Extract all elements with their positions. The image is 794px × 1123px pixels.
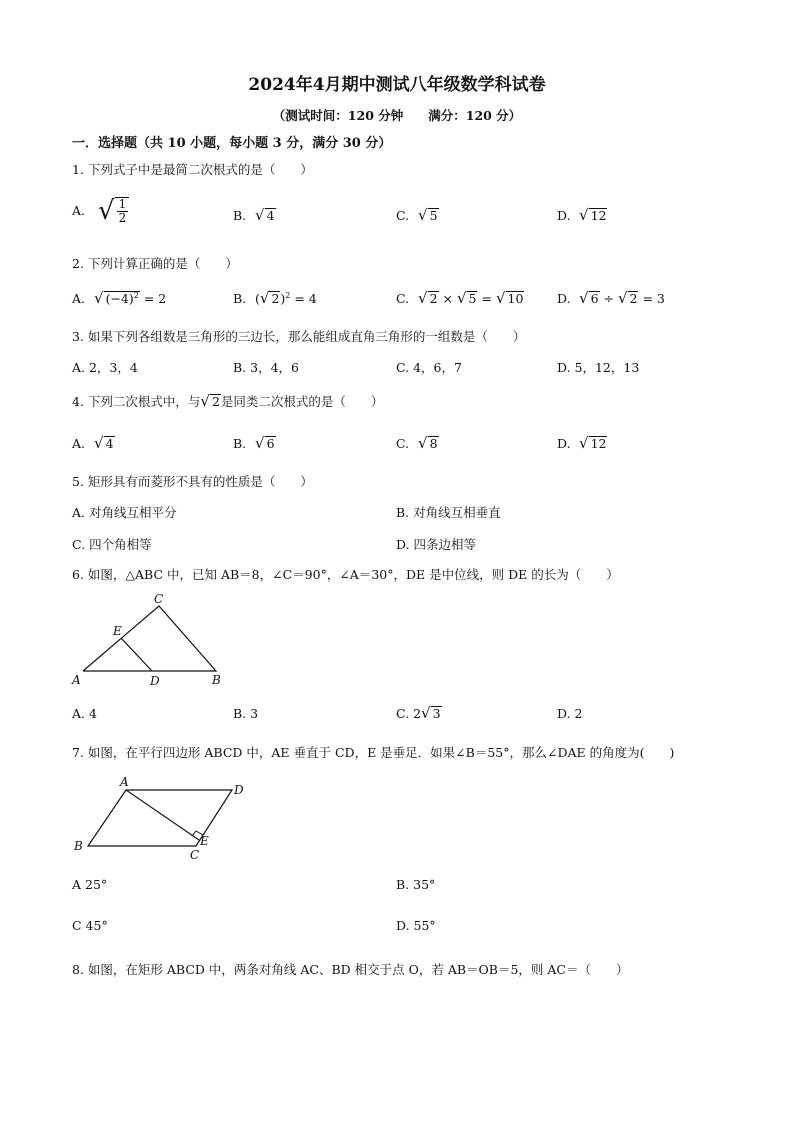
option-label: B. [233, 208, 247, 223]
exam-info: （测试时间：120 分钟 满分：120 分） [272, 108, 522, 123]
radicand: 5 [429, 208, 438, 223]
radicand: 4 [266, 208, 275, 223]
q4-option-c[interactable]: C. √ 8 [396, 434, 438, 452]
question-2-stem: 2. 下列计算正确的是（ ） [72, 256, 238, 271]
radicand: 4 [105, 436, 114, 451]
question-3-stem: 3. 如果下列各组数是三角形的三边长，那么能组成直角三角形的一组数是（ ） [72, 329, 526, 344]
option-label: C. [396, 291, 410, 306]
parallelogram-figure [66, 770, 266, 865]
triangle-abc [83, 606, 216, 671]
option-text: C. 2 [396, 706, 422, 721]
q1-option-c[interactable]: C. √ 5 [396, 206, 438, 224]
q3-option-b[interactable]: B. 3，4，6 [233, 360, 299, 375]
result: = 4 [294, 291, 317, 306]
option-label: D. [557, 291, 571, 306]
option-label: D. [557, 436, 571, 451]
result: = 3 [642, 291, 665, 306]
option-label: D. [557, 208, 571, 223]
q3-option-a[interactable]: A. 2，3，4 [72, 360, 138, 375]
q3-option-d[interactable]: D. 5，12，13 [557, 360, 640, 375]
q3-option-c[interactable]: C. 4，6，7 [396, 360, 462, 375]
q7-option-b[interactable]: B. 35° [396, 877, 436, 892]
point-label-c: C [154, 592, 164, 606]
point-label-d: D [150, 674, 160, 688]
question-4-stem: 4. 下列二次根式中，与√ 2是同类二次根式的是（ ） [72, 392, 384, 410]
radicand: 10 [507, 291, 524, 306]
q5-option-a[interactable]: A. 对角线互相平分 [72, 505, 177, 520]
exponent: 2 [133, 290, 139, 300]
point-label-b: B [74, 839, 83, 853]
triangle-figure [66, 588, 236, 690]
radicand: 2 [629, 291, 638, 306]
q2-option-a[interactable]: A. √ $(-4)^2 = 2$ [72, 289, 167, 307]
option-label: C. [396, 208, 410, 223]
q5-option-c[interactable]: C. 四个角相等 [72, 537, 152, 552]
point-label-a: A [72, 673, 81, 687]
q7-option-a[interactable]: A 25° [72, 877, 108, 892]
q7-option-d[interactable]: D. 55° [396, 918, 436, 933]
q4-option-a[interactable]: A. √ 4 [72, 434, 114, 452]
segment-ae [126, 790, 199, 840]
option-label: A. [72, 202, 86, 218]
exponent: 2 [285, 290, 291, 300]
q2-option-b[interactable]: B. (√ 2)$^2$ = 4 [233, 289, 317, 307]
q6-option-c[interactable]: C. 2√ 3 [396, 704, 441, 722]
question-6-stem: 6. 如图，△ABC 中，已知 AB＝8，∠C＝90°，∠A＝30°，DE 是中位线，则 DE 的长为（ ） [72, 567, 619, 582]
radicand: 6 [590, 291, 599, 306]
point-label-b: B [212, 673, 221, 687]
option-label: A. [72, 291, 86, 306]
operator: ÷ [603, 291, 614, 306]
radicand: 3 [432, 706, 441, 721]
question-5-stem: 5. 矩形具有而菱形不具有的性质是（ ） [72, 474, 313, 489]
point-label-c: C [190, 848, 200, 862]
option-label: B. [233, 436, 247, 451]
q6-option-a[interactable]: A. 4 [72, 706, 97, 721]
radicand: (−4) [105, 291, 134, 306]
q1-option-b[interactable]: B. √ 4 [233, 206, 275, 224]
option-label: A. [72, 436, 86, 451]
question-8-stem: 8. 如图，在矩形 ABCD 中，两条对角线 AC、BD 相交于点 O，若 AB＝OB＝5，则 AC＝（ ） [72, 962, 629, 977]
operator: × [442, 291, 453, 306]
fraction: $\frac{1}{2}$ [118, 196, 127, 225]
radicand: 5 [468, 291, 477, 306]
parallelogram-abcd [88, 790, 232, 846]
q2-option-c[interactable]: C. √ 2 × √ 5 = √ 10 [396, 289, 524, 307]
question-7-stem: 7. 如图，在平行四边形 ABCD 中，AE 垂直于 CD，E 是垂足．如果∠B＝55°，那么∠DAE 的角度为( ) [72, 745, 675, 760]
option-label: B. [233, 291, 247, 306]
q5-option-d[interactable]: D. 四条边相等 [396, 537, 477, 552]
point-label-e: E [200, 834, 209, 848]
q7-option-c[interactable]: C 45° [72, 918, 108, 933]
radicand: 2 [271, 291, 280, 306]
q1-option-d[interactable]: D. √ 12 [557, 206, 607, 224]
operator: = [481, 291, 492, 306]
q4-option-b[interactable]: B. √ 6 [233, 434, 275, 452]
radicand: 8 [429, 436, 438, 451]
radicand: 2 [211, 394, 220, 409]
radicand: 6 [266, 436, 275, 451]
point-label-d: D [234, 783, 244, 797]
q2-option-d[interactable]: D. √ 6 ÷ √ 2 = 3 [557, 289, 665, 307]
stem-text: 4. 下列二次根式中，与 [72, 394, 201, 409]
q1-option-a[interactable]: A. √ $\frac{1}{2}$ [72, 196, 129, 226]
midline-de [121, 638, 152, 671]
q4-option-d[interactable]: D. √ 12 [557, 434, 607, 452]
stem-text: 是同类二次根式的是（ ） [220, 394, 384, 409]
radicand: 12 [590, 208, 607, 223]
radicand: 2 [429, 291, 438, 306]
radicand: 12 [590, 436, 607, 451]
point-label-a: A [120, 775, 129, 789]
question-1-stem: 1. 下列式子中是最简二次根式的是（ ） [72, 162, 313, 177]
q6-option-b[interactable]: B. 3 [233, 706, 259, 721]
page-title: 2024年4月期中测试八年级数学科试卷 [248, 75, 546, 95]
point-label-e: E [113, 624, 122, 638]
q5-option-b[interactable]: B. 对角线互相垂直 [396, 505, 501, 520]
section-heading: 一．选择题（共 10 小题，每小题 3 分，满分 30 分） [72, 136, 392, 151]
q6-option-d[interactable]: D. 2 [557, 706, 583, 721]
result: = 2 [143, 291, 167, 306]
option-label: C. [396, 436, 410, 451]
